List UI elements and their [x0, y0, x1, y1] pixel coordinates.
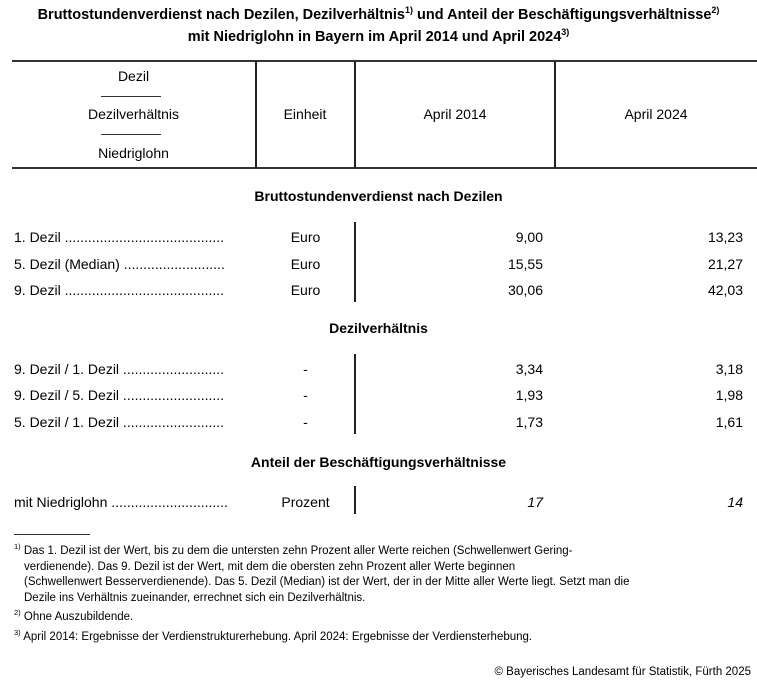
row-unit: - [303, 361, 308, 377]
row-unit: Prozent [281, 494, 330, 510]
row-unit: Euro [290, 282, 321, 298]
header-col-niedriglohn: Niedriglohn [98, 145, 169, 161]
table-row [0, 414, 757, 434]
table-title-line-2 [0, 26, 757, 48]
header-col-april-2024: April 2024 [624, 106, 688, 122]
row-label: 9. Dezil / 1. Dezil .......................... [14, 361, 225, 377]
table-row [0, 256, 757, 276]
value-2024: 1,98 [715, 387, 743, 403]
section-title: Anteil der Beschäftigungsverhältnisse [250, 454, 507, 470]
row-unit: - [303, 387, 308, 403]
table-row [0, 361, 757, 381]
title-text-3: mit Niedriglohn in Bayern im April 2014 und April 2024 [187, 29, 562, 45]
value-2024: 1,61 [715, 414, 743, 430]
value-2014: 9,00 [515, 229, 543, 245]
header-top-rule [12, 60, 757, 62]
footnote-mark: 1) [14, 542, 21, 551]
header-col-april-2014: April 2014 [423, 106, 487, 122]
footnote-mark: 3) [14, 628, 21, 637]
row-unit: - [303, 414, 308, 430]
value-2014: 3,34 [515, 361, 543, 377]
footnote-separator [14, 534, 90, 535]
row-label: 5. Dezil (Median) .......................... [14, 256, 225, 272]
footnote-text: Das 1. Dezil ist der Wert, bis zu dem die untersten zehn Prozent aller Werte reichen (Schwellenwert Gering- [23, 545, 573, 557]
row-label: 1. Dezil ......................................... [14, 229, 225, 245]
section-title: Bruttostundenverdienst nach Dezilen [254, 188, 503, 204]
row-unit: Euro [290, 256, 321, 272]
value-2024: 13,23 [707, 229, 743, 245]
footnote-2 [14, 610, 734, 626]
row-label: 5. Dezil / 1. Dezil .......................... [14, 414, 225, 430]
value-2014: 15,55 [507, 256, 543, 272]
footnote-text: April 2014: Ergebnisse der Verdienstrukturerhebung. April 2024: Ergebnisse der Verdiensterhebung. [23, 631, 533, 643]
section-title: Dezilverhältnis [329, 320, 428, 336]
header-separator [101, 134, 161, 135]
header-col-dezil: Dezil [117, 68, 150, 84]
footnote-text: (Schwellenwert Besserverdienende). Das 5. Dezil (Median) ist der Wert, der in der Mitte aller Werte liegt. Setzt man die [24, 576, 630, 588]
row-label: mit Niedriglohn .............................. [14, 494, 228, 510]
table-row [0, 387, 757, 407]
row-unit: Euro [290, 229, 321, 245]
value-2024: 3,18 [715, 361, 743, 377]
value-2014: 17 [527, 494, 543, 510]
footnote-text: verdienende). Das 9. Dezil ist der Wert, mit dem die obersten zehn Prozent aller Werte beginnen [24, 560, 516, 573]
value-2024: 42,03 [707, 282, 743, 298]
value-2014: 1,73 [515, 414, 543, 430]
header-separator [101, 96, 161, 97]
footnote-mark: 2) [14, 608, 21, 617]
footnote-ref-3: 3) [561, 27, 570, 37]
title-text-2: und Anteil der Beschäftigungsverhältnisse [413, 7, 712, 23]
header-bottom-rule [12, 167, 757, 169]
value-2014: 30,06 [507, 282, 543, 298]
copyright-notice: © Bayerisches Landesamt für Statistik, Fürth 2025 [494, 666, 751, 678]
value-2024: 14 [727, 494, 743, 510]
row-label: 9. Dezil / 5. Dezil .......................... [14, 387, 225, 403]
table-row [0, 282, 757, 302]
row-label: 9. Dezil ......................................... [14, 282, 225, 298]
header-col-einheit: Einheit [283, 106, 327, 122]
table-row [0, 494, 757, 514]
footnote-text: Dezile ins Verhältnis zueinander, errechnet sich ein Dezilverhältnis. [24, 591, 366, 604]
footnote-text: Ohne Auszubildende. [23, 611, 134, 623]
header-col-dezilverhaeltnis: Dezilverhältnis [87, 106, 180, 122]
table-title-line-1 [0, 4, 757, 26]
footnote-ref-2: 2) [711, 5, 720, 15]
footnote-1 [14, 544, 734, 606]
title-text-1: Bruttostundenverdienst nach Dezilen, Dezilverhältnis [37, 7, 405, 23]
footnote-ref-1: 1) [405, 5, 414, 15]
table-row [0, 229, 757, 249]
value-2014: 1,93 [515, 387, 543, 403]
footnote-3 [14, 630, 734, 646]
value-2024: 21,27 [707, 256, 743, 272]
